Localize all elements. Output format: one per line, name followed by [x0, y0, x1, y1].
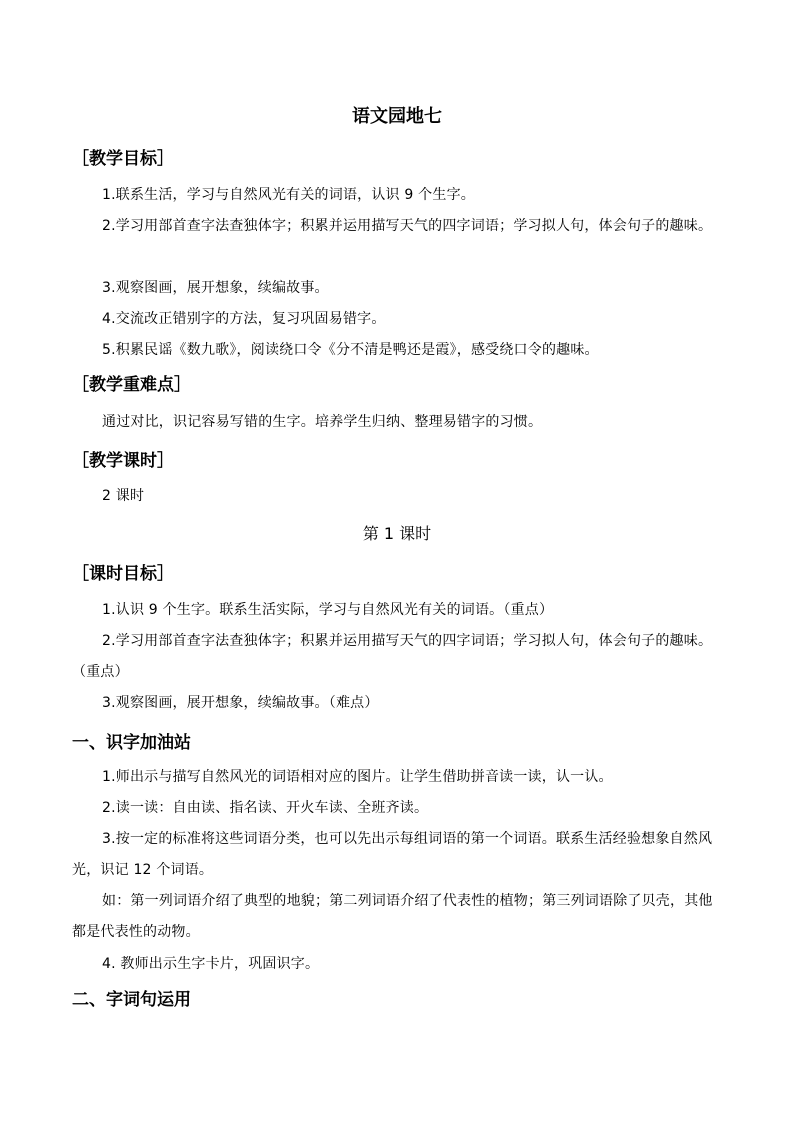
key-points-text: 通过对比，识记容易写错的生字。培养学生归纳、整理易错字的习惯。: [102, 414, 543, 430]
literacy-station-heading: 一、识字加油站: [72, 733, 191, 753]
lesson-title: 第 1 课时: [362, 524, 432, 543]
lesson-goal-item: 1.认识 9 个生字。联系生活实际，学习与自然风光有关的词语。（重点）: [102, 602, 554, 618]
literacy-station-item: 如：第一列词语介绍了典型的地貌；第二列词语介绍了代表性的植物；第三列词语除了贝壳，其他都是代表性的动物。: [72, 893, 713, 940]
key-points-heading: ［教学重难点］: [72, 375, 191, 395]
teaching-goal-item: 3.观察图画，展开想象，续编故事。: [102, 280, 329, 296]
teaching-goal-item: 4.交流改正错别字的方法，复习巩固易错字。: [102, 311, 386, 327]
teaching-goal-item: 2.学习用部首查字法查独体字；积累并运用描写天气的四字词语；学习拟人句，体会句子的趣味。: [102, 218, 713, 234]
literacy-station-item: 3.按一定的标准将这些词语分类，也可以先出示每组词语的第一个词语。联系生活经验想象自然风光，识记 12 个词语。: [72, 831, 713, 878]
literacy-station-item: 4. 教师出示生字卡片，巩固识字。: [102, 956, 320, 972]
teaching-goal-item: 1.联系生活，学习与自然风光有关的词语，认识 9 个生字。: [102, 187, 475, 203]
class-hours-heading: ［教学课时］: [72, 451, 174, 471]
literacy-station-item: 2.读一读：自由读、指名读、开火车读、全班齐读。: [102, 800, 429, 816]
document-title: 语文园地七: [352, 106, 442, 127]
word-usage-heading: 二、字词句运用: [72, 990, 191, 1010]
teaching-goal-item: 5.积累民谣《数九歌》，阅读绕口令《分不清是鸭还是霞》，感受绕口令的趣味。: [102, 342, 599, 358]
literacy-station-item: 1.师出示与描写自然风光的词语相对应的图片。让学生借助拼音读一读，认一认。: [102, 769, 613, 785]
lesson-goal-item: 2.学习用部首查字法查独体字；积累并运用描写天气的四字词语；学习拟人句，体会句子的趣味。（重点）: [72, 633, 713, 680]
lesson-goals-heading: ［课时目标］: [72, 564, 174, 584]
lesson-goal-item: 3.观察图画，展开想象，续编故事。（难点）: [102, 695, 379, 711]
class-hours-text: 2 课时: [102, 488, 145, 504]
teaching-goals-heading: ［教学目标］: [72, 149, 174, 169]
